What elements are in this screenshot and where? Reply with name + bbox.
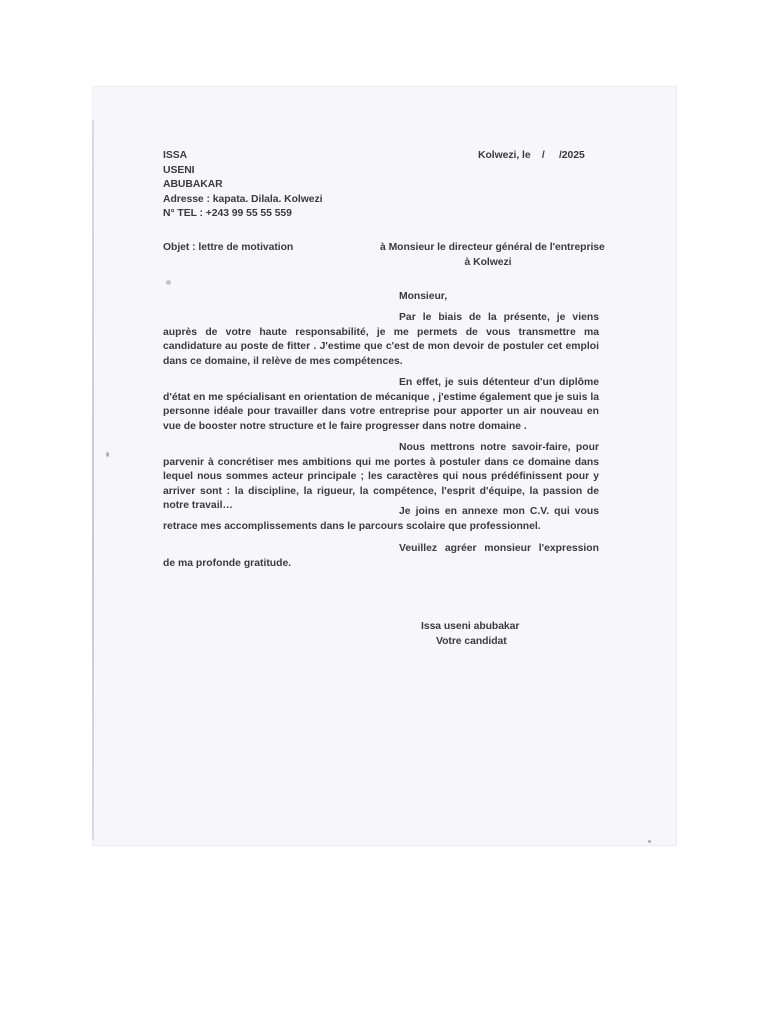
signature-title: Votre candidat (436, 635, 507, 647)
salutation: Monsieur, (399, 291, 448, 302)
sender-first-name: ISSA (163, 150, 188, 161)
letter-paragraph: Par le biais de la présente, je viens auprès de votre haute responsabilité, je me permets de vous transmettre ma candidature au poste de fitter . J'estime que c'est de mon devoir de postuler cet emploi dans ce domaine, il relève de mes compétences. (163, 312, 599, 367)
sender-address: Adresse : kapata. Dilala. Kolwezi (163, 193, 323, 205)
recipient-line-1: à Monsieur le directeur général de l'entreprise (380, 242, 605, 253)
recipient-line-2: à Kolwezi (464, 256, 512, 268)
sender-middle-name: USENI (163, 164, 195, 176)
signature-name: Issa useni abubakar (421, 621, 520, 632)
paper-speck (106, 452, 109, 457)
letter-paragraph: En effet, je suis détenteur d'un diplôme d'état en me spécialisant en orientation de mécanique , j'estime également que je suis la personne idéale pour travailler dans votre entreprise pour apporter un air nouveau en vue de booster notre structure et le faire progresser dans notre domaine . (163, 377, 599, 432)
letter-paragraph: Veuillez agréer monsieur l'expression de ma profonde gratitude. (163, 543, 599, 569)
letter-paragraph: Nous mettrons notre savoir-faire, pour parvenir à concrétiser mes ambitions qui me portes à postuler dans ce domaine dans lequel nous sommes acteur principale ; les caractères qui nous prédéfinissent pour y arriver sont : la discipline, la rigueur, la compétence, l'esprit d'équipe, la passion de notre travail… (163, 442, 599, 511)
sender-phone: N° TEL : +243 99 55 55 559 (163, 208, 292, 219)
date-line: Kolwezi, le / /2025 (478, 150, 585, 161)
paper-speck (648, 840, 651, 843)
sender-last-name: ABUBAKAR (163, 179, 223, 190)
letter-paragraph: Je joins en annexe mon C.V. qui vous retrace mes accomplissements dans le parcours scolaire que professionnel. (163, 506, 599, 532)
scan-edge-shadow (92, 120, 94, 840)
subject-line: Objet : lettre de motivation (163, 242, 294, 253)
paper-speck (166, 280, 171, 285)
